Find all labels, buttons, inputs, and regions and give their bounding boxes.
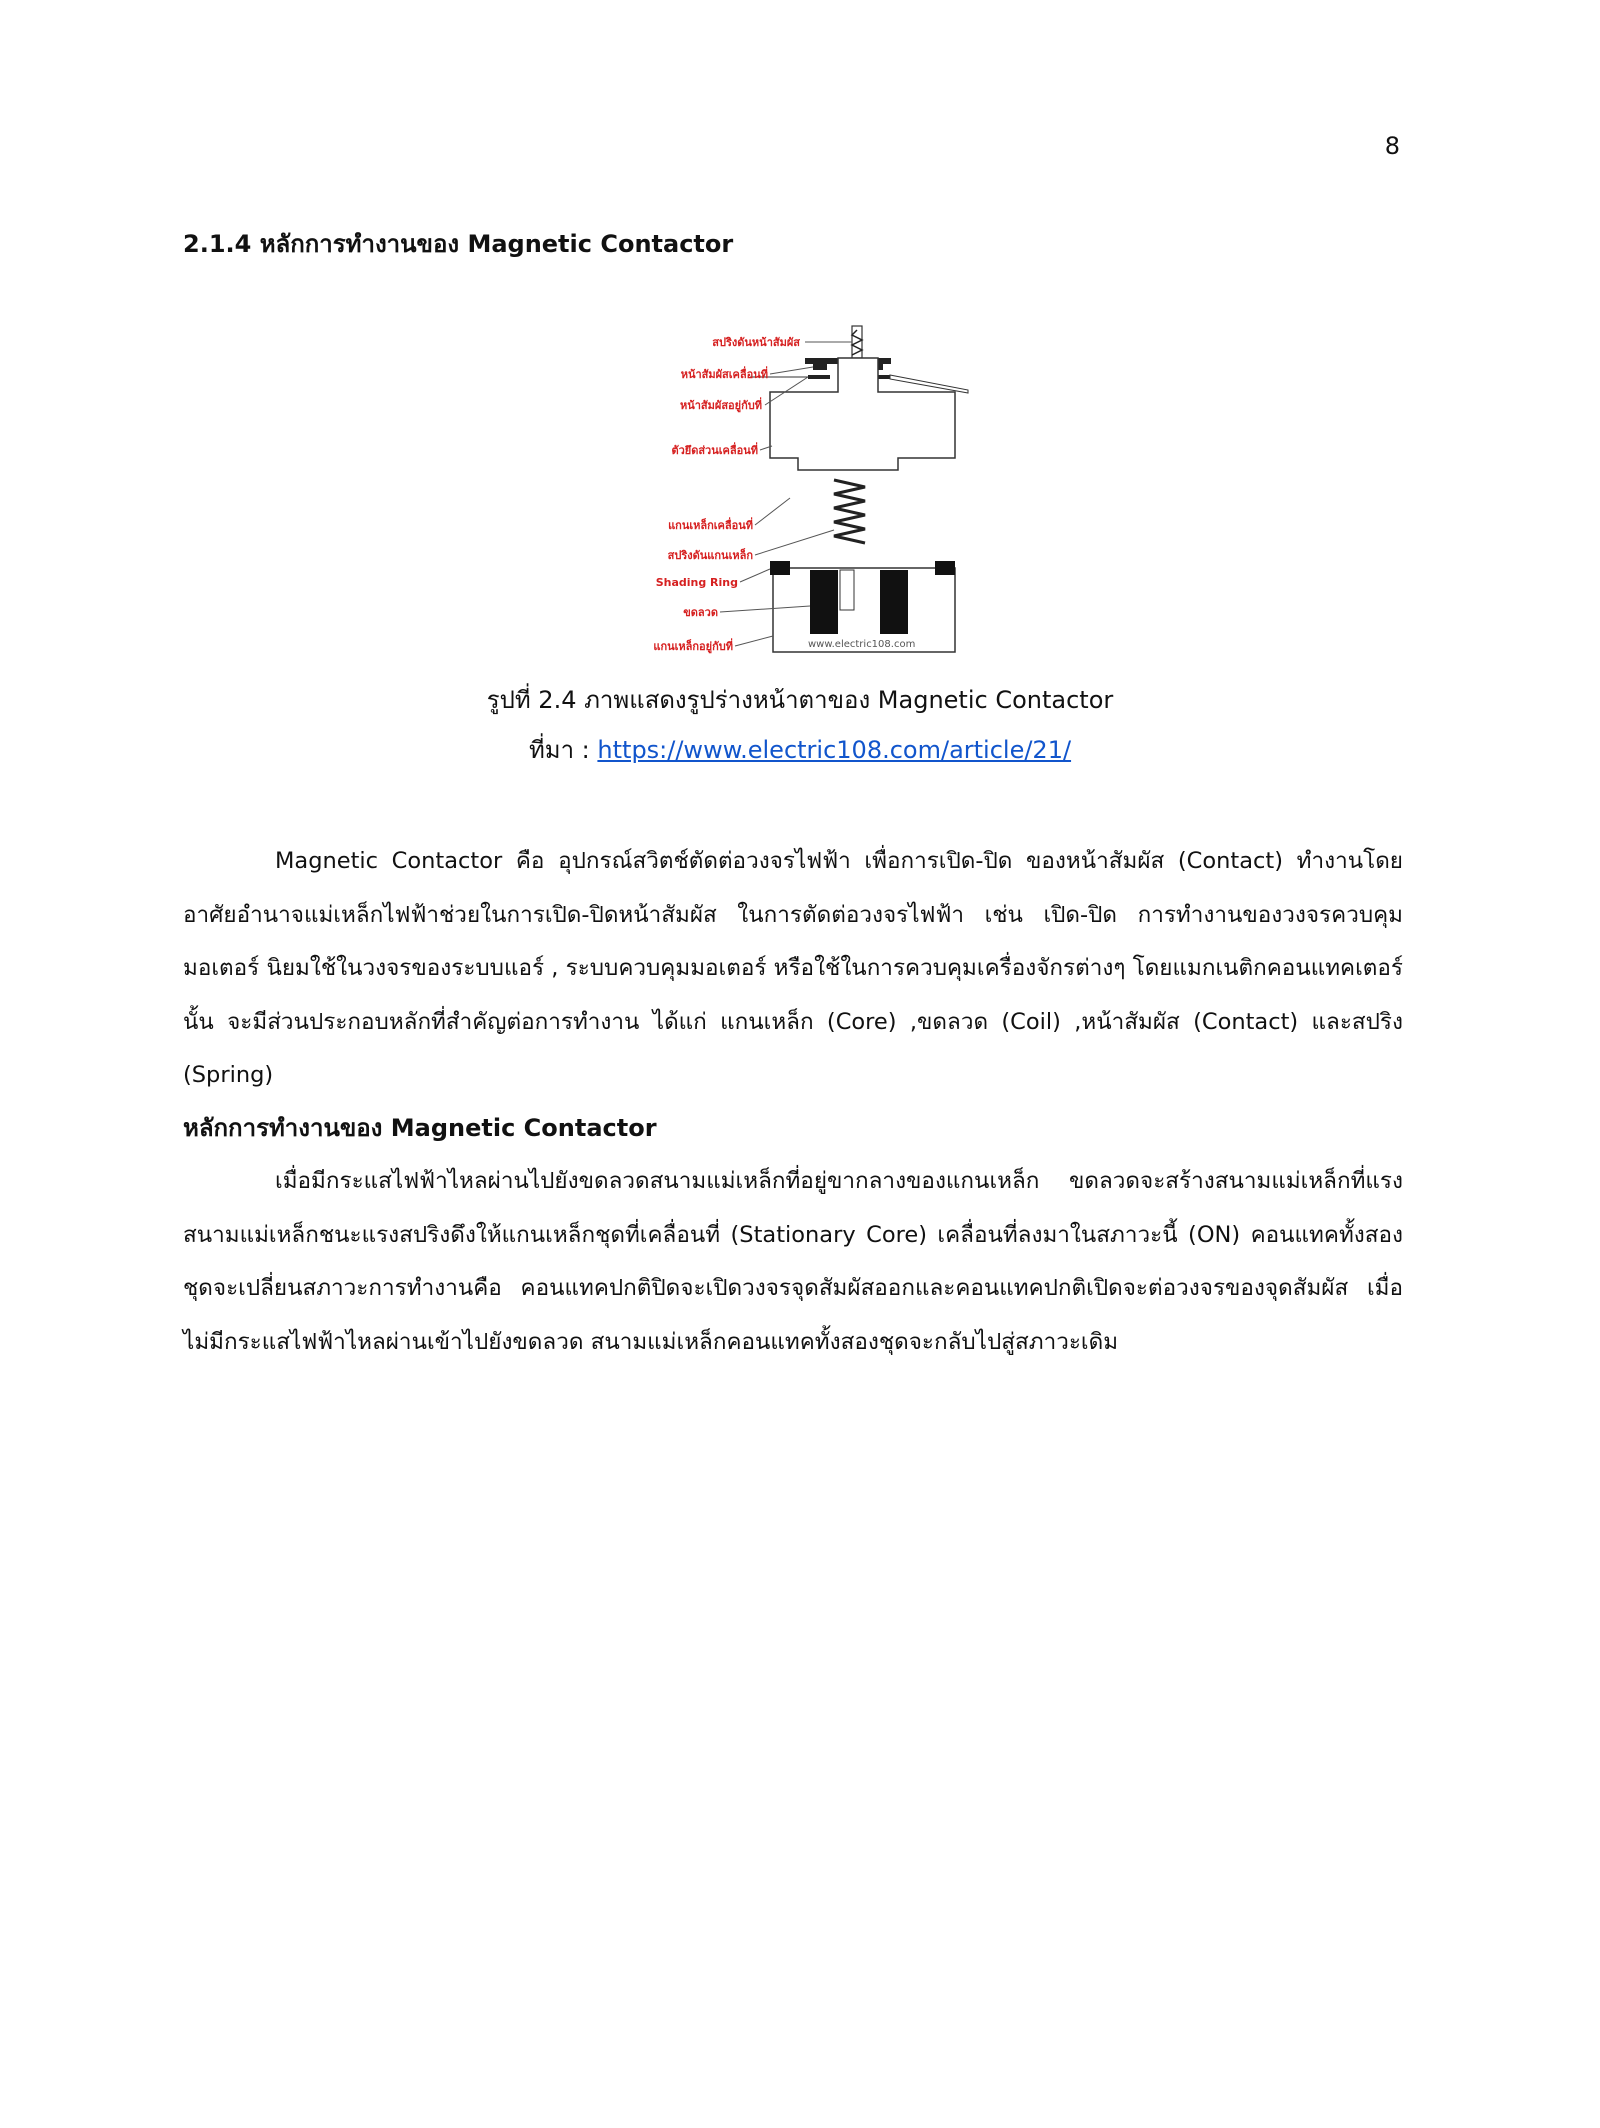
label-moving-core: แกนเหล็กเคลื่อนที่ [668, 519, 753, 532]
label-fixed-contact: หน้าสัมผัสอยู่กับที่ [679, 399, 762, 412]
intro-paragraph-text: Magnetic Contactor คือ อุปกรณ์สวิตช์ตัดต่อวงจรไฟฟ้า เพื่อการเปิด-ปิด ของหน้าสัมผัส (Contact) ทำงานโดยอาศัยอำนาจแม่เหล็กไฟฟ้าช่วยในการเปิด-ปิดหน้าสัมผัส ในการตัดต่อวงจรไฟฟ้า เช่น เปิด-ปิด การทำงานของวงจรควบคุมมอเตอร์ นิยมใช้ในวงจรของระบบแอร์ , ระบบควบคุมมอเตอร์ หรือใช้ในการควบคุมเครื่องจักรต่างๆ โดยแมกเนติกคอนแทคเตอร์นั้น จะมีส่วนประกอบหลักที่สำคัญต่อการทำงาน ได้แก่ แกนเหล็ก (Core) ,ขดลวด (Coil) ,หน้าสัมผัส (Contact) และสปริง (Spring) [183, 848, 1403, 1088]
source-link[interactable]: https://www.electric108.com/article/21/ [597, 736, 1072, 764]
center-leg [840, 570, 854, 610]
label-coil: ขดลวด [683, 606, 718, 619]
contactor-diagram [590, 320, 1010, 670]
moving-holder [770, 358, 955, 470]
label-fixed-core: แกนเหล็กอยู่กับที่ [653, 640, 733, 653]
figure-caption: รูปที่ 2.4 ภาพแสดงรูปร่างหน้าตาของ Magnetic Contactor [486, 686, 1114, 714]
coil-right [880, 570, 908, 634]
contactor-figure [590, 320, 1010, 670]
shading-ring-right [935, 561, 955, 575]
source-prefix: ที่มา : [528, 736, 598, 764]
figure-watermark: www.electric108.com [808, 639, 916, 650]
label-moving-contact: หน้าสัมผัสเคลื่อนที่ [680, 368, 768, 381]
label-core-spring: สปริงดันแกนเหล็ก [667, 549, 753, 562]
label-contact-spring: สปริงดันหน้าสัมผัส [712, 336, 800, 349]
fixed-contact-left [808, 375, 830, 379]
body-paragraph [183, 1155, 1403, 1369]
label-moving-holder: ตัวยึดส่วนเคลื่อนที่ [671, 444, 758, 457]
coil-left [810, 570, 838, 634]
page-number: 8 [1384, 132, 1400, 160]
shading-ring-left [770, 561, 790, 575]
body-paragraph-text: เมื่อมีกระแสไฟฟ้าไหลผ่านไปยังขดลวดสนามแม่เหล็กที่อยู่ขากลางของแกนเหล็ก ขดลวดจะสร้างสนามแม่เหล็กที่แรงสนามแม่เหล็กชนะแรงสปริงดึงให้แกนเหล็กชุดที่เคลื่อนที่ (Stationary Core) เคลื่อนที่ลงมาในสภาวะนี้ (ON) คอนแทคทั้งสองชุดจะเปลี่ยนสภาวะการทำงานคือ คอนแทคปกติปิดจะเปิดวงจรจุดสัมผัสออกและคอนแทคปกติเปิดจะต่อวงจรของจุดสัมผัส เมื่อไม่มีกระแสไฟฟ้าไหลผ่านเข้าไปยังขดลวด สนามแม่เหล็กคอนแทคทั้งสองชุดจะกลับไปสู่สภาวะเดิม [183, 1168, 1403, 1355]
moving-contact-left [813, 364, 827, 370]
label-shading-ring: Shading Ring [655, 576, 738, 589]
fixed-contact-right-lead [890, 375, 968, 393]
subheading: หลักการทำงานของ Magnetic Contactor [183, 1114, 657, 1142]
core-spring [834, 480, 865, 543]
intro-paragraph [183, 835, 1403, 1103]
section-heading: 2.1.4 หลักการทำงานของ Magnetic Contactor [183, 230, 734, 258]
figure-source [0, 730, 1600, 769]
